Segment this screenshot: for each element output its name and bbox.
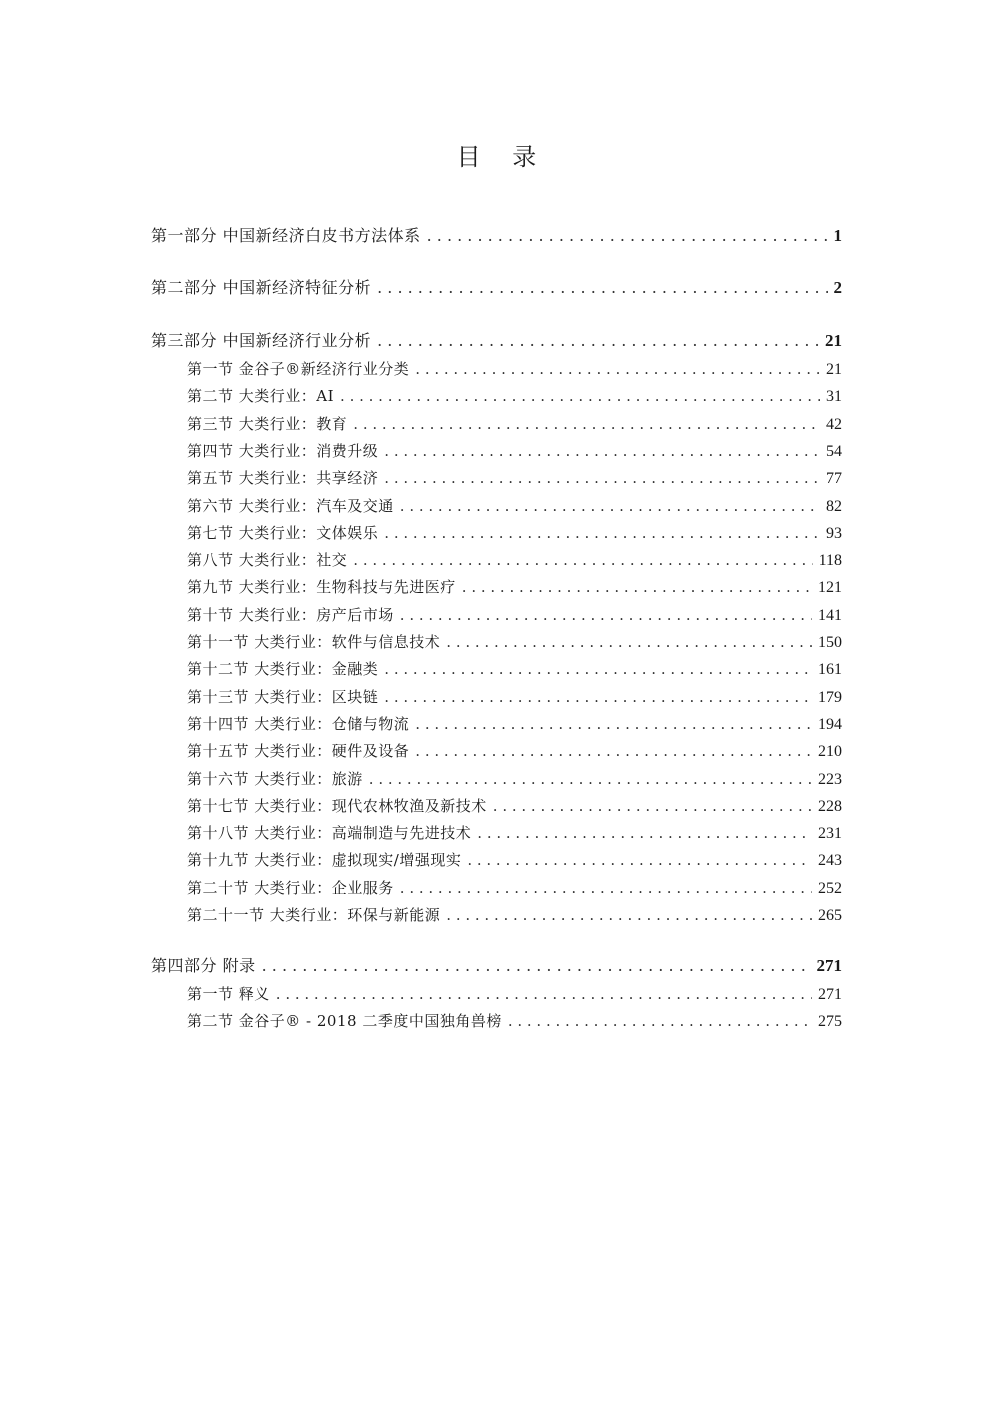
page-title: 目 录 — [456, 143, 549, 171]
toc-dot-leader — [262, 954, 811, 978]
toc-section-entry[interactable] — [187, 603, 842, 627]
toc-entry-label: 第一部分 中国新经济白皮书方法体系 — [151, 226, 421, 245]
toc-entry-label: 第二十一节 大类行业：环保与新能源 — [187, 906, 441, 924]
toc-page-number: 265 — [818, 907, 842, 924]
toc-dot-leader — [384, 685, 812, 709]
toc-section-entry[interactable] — [187, 794, 842, 818]
toc-page-number: 271 — [816, 956, 842, 975]
toc-section-entry[interactable] — [187, 876, 842, 900]
toc-dot-leader — [493, 794, 812, 818]
toc-section-entry[interactable] — [187, 439, 842, 463]
toc-page-number: 93 — [826, 524, 842, 542]
toc-page-number: 21 — [825, 331, 842, 350]
toc-page-number: 231 — [818, 825, 842, 843]
toc-part-entry[interactable] — [151, 224, 842, 248]
toc-dot-leader — [415, 739, 812, 763]
toc-part-entry[interactable] — [151, 276, 842, 300]
toc-page-number: 161 — [818, 661, 842, 679]
toc-part-entry[interactable] — [151, 329, 842, 353]
toc-page-number: 228 — [818, 797, 842, 815]
toc-page-number: 42 — [826, 415, 842, 433]
toc-dot-leader — [353, 548, 812, 572]
toc-section-entry[interactable] — [187, 982, 842, 1006]
toc-dot-leader — [384, 466, 820, 490]
toc-entry-label: 第十五节 大类行业：硬件及设备 — [187, 742, 410, 761]
toc-page-number: 223 — [818, 770, 842, 788]
toc-entry-label: 第六节 大类行业：汽车及交通 — [187, 496, 394, 515]
toc-dot-leader — [384, 521, 820, 545]
toc-entry-label: 第十二节 大类行业：金融类 — [187, 660, 379, 679]
toc-dot-leader — [508, 1009, 812, 1033]
toc-dot-leader — [353, 412, 820, 436]
toc-section-entry[interactable] — [187, 412, 842, 436]
toc-entry-label: 第十节 大类行业：房产后市场 — [187, 605, 394, 624]
toc-entry-label: 第九节 大类行业：生物科技与先进医疗 — [187, 578, 456, 597]
toc-section-entry[interactable] — [187, 630, 842, 654]
toc-entry-label: 第七节 大类行业：文体娱乐 — [187, 523, 379, 542]
toc-page-number: 77 — [826, 470, 842, 488]
toc-entry-label: 第四部分 附录 — [151, 956, 256, 975]
toc-entry-label: 第十七节 大类行业：现代农林牧渔及新技术 — [187, 796, 487, 815]
toc-section-entry[interactable] — [187, 494, 842, 518]
toc-page-number: 150 — [818, 634, 842, 651]
toc-dot-leader — [415, 712, 812, 736]
toc-entry-label: 第十一节 大类行业：软件与信息技术 — [187, 633, 441, 651]
toc-section-entry[interactable] — [187, 575, 842, 599]
toc-page-number: 121 — [818, 579, 842, 597]
toc-page-number: 194 — [818, 715, 842, 733]
toc-page-number: 141 — [818, 606, 842, 624]
toc-entry-label: 第五节 大类行业：共享经济 — [187, 469, 379, 488]
toc-entry-label: 第二节 金谷子® - 2018 二季度中国独角兽榜 — [187, 1012, 502, 1031]
toc-entry-label: 第三部分 中国新经济行业分析 — [151, 331, 372, 350]
toc-section-entry[interactable] — [187, 657, 842, 681]
toc-dot-leader — [400, 494, 820, 518]
toc-section-entry[interactable] — [187, 712, 842, 736]
toc-page-number: 21 — [826, 361, 842, 378]
toc-page-number: 271 — [818, 986, 842, 1003]
toc-section-entry[interactable] — [187, 466, 842, 490]
toc-dot-leader — [415, 357, 820, 381]
toc-dot-leader — [462, 575, 812, 599]
toc-entry-label: 第十六节 大类行业：旅游 — [187, 769, 363, 788]
toc-page-number: 1 — [833, 226, 842, 245]
toc-page-number: 54 — [826, 442, 842, 460]
toc-dot-leader — [384, 439, 820, 463]
toc-dot-leader — [427, 224, 828, 248]
toc-page-number: 252 — [818, 879, 842, 897]
toc-dot-leader — [446, 903, 812, 927]
toc-section-entry[interactable] — [187, 357, 842, 381]
toc-entry-label: 第十九节 大类行业：虚拟现实/增强现实 — [187, 851, 462, 870]
toc-dot-leader — [369, 767, 812, 791]
toc-dot-leader — [446, 630, 812, 654]
toc-entry-label: 第八节 大类行业：社交 — [187, 551, 348, 570]
toc-entry-label: 第一节 释义 — [187, 985, 270, 1003]
toc-page-number: 275 — [818, 1013, 842, 1031]
toc-page-number: 179 — [818, 688, 842, 706]
toc-dot-leader — [377, 329, 819, 353]
toc-section-entry[interactable] — [187, 521, 842, 545]
toc-dot-leader — [400, 603, 812, 627]
toc-page-number: 118 — [818, 552, 842, 570]
toc-dot-leader — [384, 657, 812, 681]
toc-page-number: 82 — [826, 497, 842, 515]
toc-entry-label: 第十四节 大类行业：仓储与物流 — [187, 714, 410, 733]
toc-dot-leader — [467, 848, 812, 872]
toc-dot-leader — [400, 876, 812, 900]
toc-entry-label: 第二部分 中国新经济特征分析 — [151, 278, 372, 297]
toc-entry-label: 第一节 金谷子®新经济行业分类 — [187, 360, 410, 378]
toc-section-entry[interactable] — [187, 685, 842, 709]
toc-entry-label: 第二十节 大类行业：企业服务 — [187, 878, 394, 897]
toc-entry-label: 第二节 大类行业：AI — [187, 387, 335, 406]
toc-dot-leader — [377, 276, 827, 300]
toc-page-number: 31 — [826, 388, 842, 406]
toc-dot-leader — [276, 982, 812, 1006]
toc-section-entry[interactable] — [187, 848, 842, 872]
toc-section-entry[interactable] — [187, 903, 842, 927]
toc-section-entry[interactable] — [187, 548, 842, 572]
toc-dot-leader — [477, 821, 812, 845]
toc-section-entry[interactable] — [187, 739, 842, 763]
toc-entry-label: 第三节 大类行业：教育 — [187, 414, 348, 433]
toc-section-entry[interactable] — [187, 384, 842, 408]
toc-part-entry[interactable] — [151, 954, 842, 978]
toc-page-number: 243 — [818, 852, 842, 870]
toc-dot-leader — [340, 384, 820, 408]
toc-entry-label: 第十三节 大类行业：区块链 — [187, 687, 379, 706]
toc-entry-label: 第四节 大类行业：消费升级 — [187, 441, 379, 460]
toc-section-entry[interactable] — [187, 1009, 842, 1033]
toc-entry-label: 第十八节 大类行业：高端制造与先进技术 — [187, 824, 472, 843]
toc-page-number: 210 — [818, 743, 842, 761]
toc-page-number: 2 — [833, 278, 842, 297]
toc-section-entry[interactable] — [187, 821, 842, 845]
toc-section-entry[interactable] — [187, 767, 842, 791]
